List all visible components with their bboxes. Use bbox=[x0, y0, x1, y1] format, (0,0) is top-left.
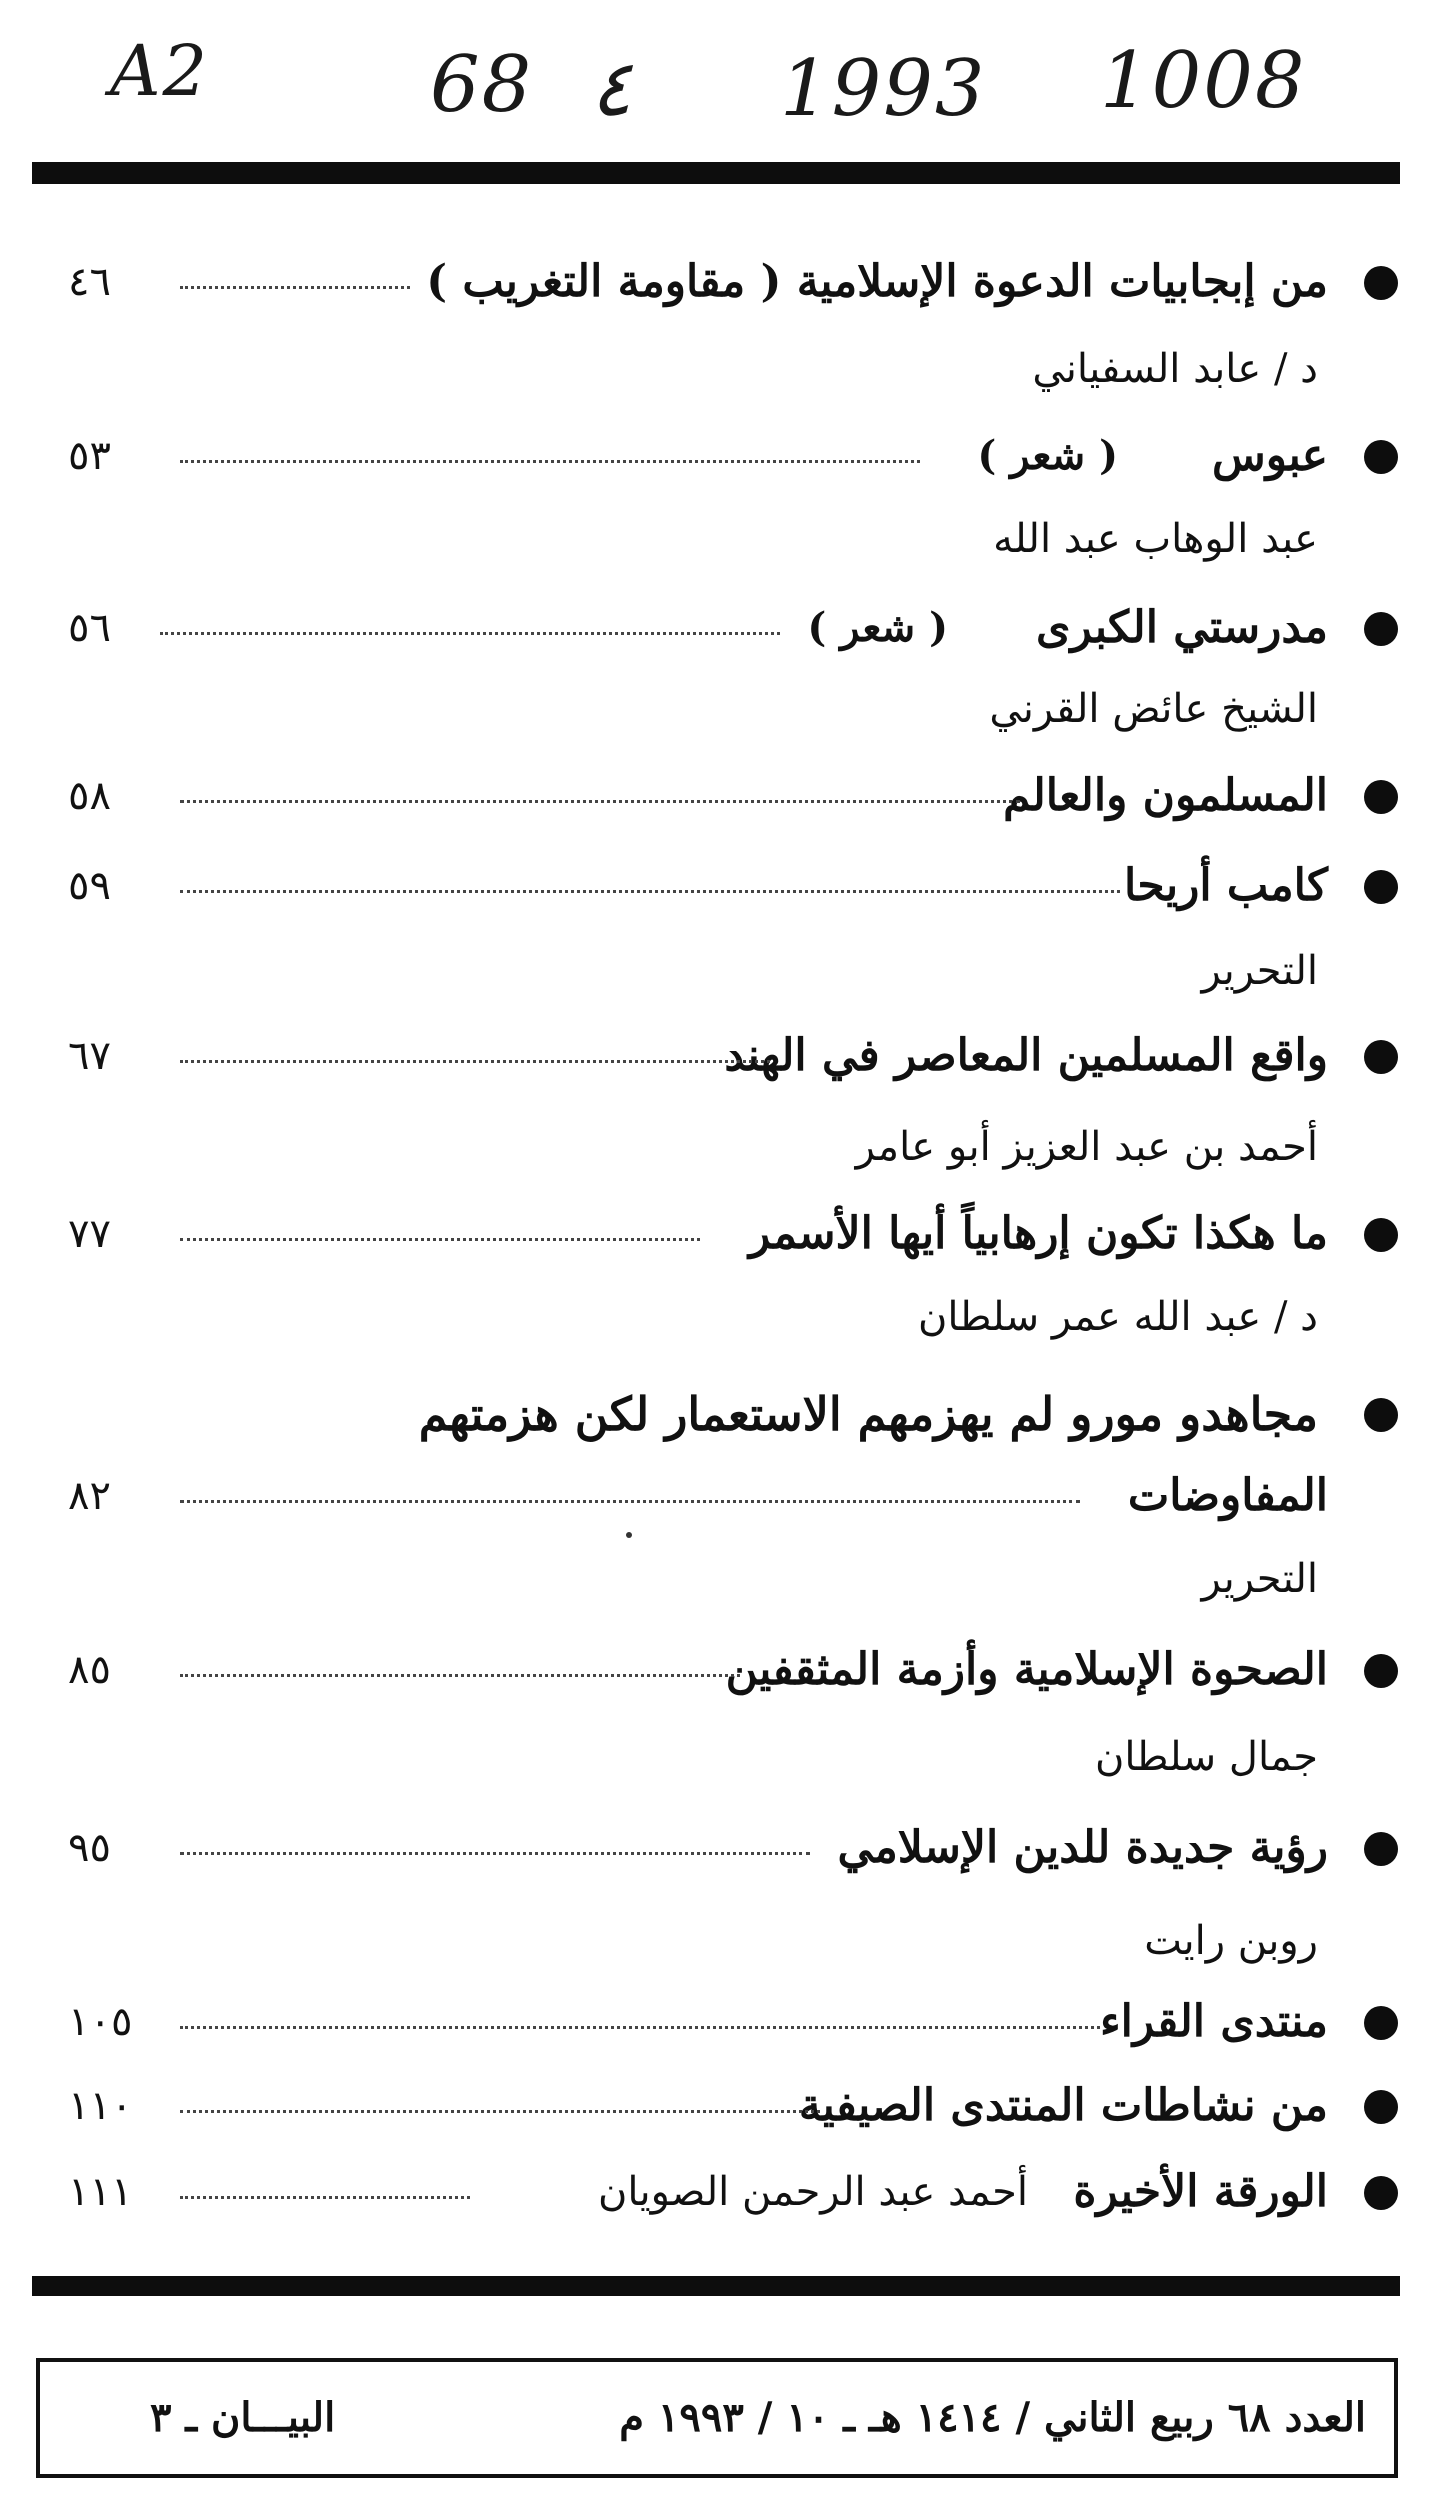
entry-title: مجاهدو مورو لم يهزمهم الاستعمار لكن هزمتهم bbox=[418, 1387, 1318, 1441]
entry-author: التحرير bbox=[1201, 948, 1318, 994]
dot-leader bbox=[180, 1500, 1080, 1503]
bullet-icon bbox=[1364, 1040, 1398, 1074]
entry-title: الورقة الأخيرة bbox=[1073, 2166, 1328, 2217]
entry-title-continued: المفاوضات bbox=[1127, 1470, 1328, 1521]
dot-leader bbox=[180, 2026, 1100, 2029]
toc-entry[interactable] bbox=[68, 1016, 1328, 1096]
bullet-icon bbox=[1364, 1832, 1398, 1866]
dot-leader bbox=[180, 2110, 820, 2113]
entry-genre: ( شعر ) bbox=[807, 604, 948, 651]
bullet-icon bbox=[1364, 1654, 1398, 1688]
entry-title: عبوس bbox=[1212, 430, 1328, 481]
entry-title: منتدى القراء bbox=[1099, 1996, 1328, 2047]
footer bbox=[36, 2358, 1398, 2478]
bullet-icon bbox=[1364, 870, 1398, 904]
bullet-icon bbox=[1364, 1218, 1398, 1252]
entry-author: التحرير bbox=[1201, 1556, 1318, 1602]
page-number: ٩٥ bbox=[68, 1825, 111, 1871]
page-number: ٨٢ bbox=[68, 1473, 111, 1519]
toc-entry[interactable] bbox=[68, 588, 1328, 668]
entry-title: كامب أريحا bbox=[1124, 860, 1328, 911]
toc-entry[interactable] bbox=[68, 1808, 1328, 1888]
entry-author: أحمد بن عبد العزيز أبو عامر bbox=[855, 1124, 1318, 1170]
entry-title: من نشاطات المنتدى الصيفية bbox=[798, 2080, 1328, 2131]
page-number: ١١١ bbox=[68, 2169, 133, 2215]
bullet-icon bbox=[1364, 2090, 1398, 2124]
footer-magazine-page: البيـــان ـ ٣ bbox=[150, 2394, 336, 2441]
entry-title: واقع المسلمين المعاصر في الهند bbox=[724, 1030, 1328, 1081]
bullet-icon bbox=[1364, 2006, 1398, 2040]
dot-leader bbox=[180, 2196, 470, 2199]
dot-leader bbox=[180, 1060, 770, 1063]
page-number: ١١٠ bbox=[68, 2083, 133, 2129]
page-number: ٥٣ bbox=[68, 433, 111, 479]
handwritten-issue: 68 bbox=[430, 40, 534, 130]
entry-title: من إبجابيات الدعوة الإسلامية ( مقاومة التغريب ) bbox=[426, 256, 1328, 307]
handwritten-code: A2 bbox=[110, 30, 210, 112]
toc-entry[interactable] bbox=[68, 416, 1328, 496]
page-number: ١٠٥ bbox=[68, 1999, 133, 2045]
bullet-icon bbox=[1364, 1398, 1398, 1432]
entry-title: المسلمون والعالم bbox=[1003, 770, 1328, 821]
page-number: ٨٥ bbox=[68, 1647, 111, 1693]
entry-author: الشيخ عائض القرني bbox=[989, 686, 1318, 732]
bullet-icon bbox=[1364, 780, 1398, 814]
dot-leader bbox=[180, 460, 920, 463]
page-number: ٥٦ bbox=[68, 605, 111, 651]
page-number: ٤٦ bbox=[68, 259, 111, 305]
toc-entry[interactable] bbox=[68, 1456, 1328, 1536]
dot-leader bbox=[180, 1674, 740, 1677]
entry-author: عبد الوهاب عبد الله bbox=[993, 516, 1318, 562]
footer-issue-line: العدد ٦٨ ربيع الثاني / ١٤١٤ هـ ـ ١٠ / ١٩٩٣ م bbox=[619, 2394, 1366, 2441]
handwritten-month: ٤ bbox=[590, 44, 632, 134]
scan-speck bbox=[626, 1532, 632, 1538]
toc-entry[interactable] bbox=[68, 2066, 1328, 2146]
dot-leader bbox=[180, 800, 1020, 803]
bullet-icon bbox=[1364, 440, 1398, 474]
bullet-icon bbox=[1364, 2176, 1398, 2210]
toc-entry[interactable] bbox=[68, 2152, 1328, 2232]
handwritten-number: 1008 bbox=[1100, 36, 1307, 126]
handwritten-year: 1993 bbox=[780, 44, 987, 134]
page-number: ٦٧ bbox=[68, 1033, 111, 1079]
bullet-icon bbox=[1364, 612, 1398, 646]
toc-entry[interactable] bbox=[68, 1630, 1328, 1710]
dot-leader bbox=[160, 632, 780, 635]
dot-leader bbox=[180, 286, 410, 289]
page-number: ٥٨ bbox=[68, 773, 111, 819]
entry-title: ما هكذا تكون إرهابياً أيها الأسمر bbox=[748, 1208, 1328, 1259]
entry-genre: ( شعر ) bbox=[977, 432, 1118, 479]
dot-leader bbox=[180, 890, 1120, 893]
entry-author: د / عابد السفياني bbox=[1032, 346, 1318, 392]
page-number: ٥٩ bbox=[68, 863, 111, 909]
entry-author: د / عبد الله عمر سلطان bbox=[918, 1294, 1318, 1340]
dot-leader bbox=[180, 1238, 700, 1241]
entry-title: الصحوة الإسلامية وأزمة المثقفين bbox=[725, 1644, 1328, 1695]
dot-leader bbox=[180, 1852, 810, 1855]
toc-entry[interactable] bbox=[68, 1982, 1328, 2062]
toc-entry[interactable] bbox=[68, 1194, 1328, 1274]
entry-title: رؤية جديدة للدين الإسلامي bbox=[837, 1822, 1328, 1873]
bullet-icon bbox=[1364, 266, 1398, 300]
toc-entry[interactable] bbox=[68, 242, 1328, 322]
page-number: ٧٧ bbox=[68, 1211, 111, 1257]
toc-entry[interactable] bbox=[68, 846, 1328, 926]
entry-author: جمال سلطان bbox=[1095, 1734, 1318, 1780]
entry-title: مدرستي الكبرى bbox=[1036, 602, 1328, 653]
entry-author: روبن رايت bbox=[1144, 1918, 1318, 1964]
toc-entry[interactable] bbox=[68, 756, 1328, 836]
entry-author: أحمد عبد الرحمن الصويان bbox=[597, 2169, 1028, 2215]
bottom-rule bbox=[32, 2276, 1400, 2296]
